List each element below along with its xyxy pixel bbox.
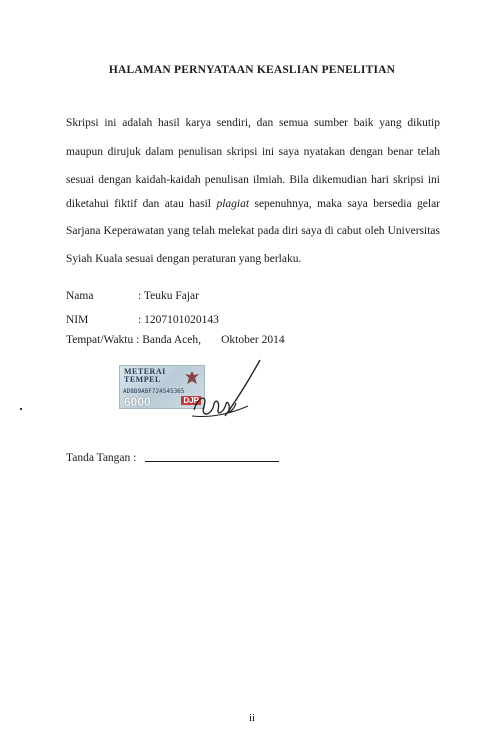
nim-label: NIM bbox=[66, 314, 89, 326]
field-tempat-waktu: Tempat/Waktu : Banda Aceh, Oktober 2014 bbox=[66, 334, 285, 346]
paragraph-line-4 bbox=[66, 197, 440, 211]
stamp-title-line-2: TEMPEL bbox=[124, 375, 161, 384]
paragraph-line-2: maupun dirujuk dalam penulisan skripsi ini saya nyatakan dengan benar telah bbox=[66, 146, 440, 158]
nama-label: Nama bbox=[66, 290, 94, 302]
paragraph-line-5: Sarjana Keperawatan yang telah melekat pada diri saya di cabut oleh Universitas bbox=[66, 225, 440, 237]
page-title: HALAMAN PERNYATAAN KEASLIAN PENELITIAN bbox=[108, 64, 396, 76]
stamp-title-line-1: METERAI bbox=[124, 367, 166, 376]
plagiat-word: plagiat bbox=[216, 198, 250, 210]
nim-value: : 1207101020143 bbox=[138, 314, 219, 326]
paragraph-line-4-start: diketahui fiktif dan atau hasil bbox=[66, 198, 217, 210]
stamp-serial: AD8B9ABF724545365 bbox=[123, 388, 185, 395]
stamp-djp-badge: DJP bbox=[183, 396, 199, 405]
nama-value: : Teuku Fajar bbox=[138, 290, 199, 302]
signature-line bbox=[145, 461, 279, 462]
paragraph-line-6: Syiah Kuala sesuai dengan peraturan yang berlaku. bbox=[66, 253, 302, 265]
page-number: ii bbox=[248, 712, 256, 724]
stamp-value: 6000 bbox=[124, 395, 151, 409]
paragraph-line-4-end: sepenuhnya, maka saya bersedia gelar bbox=[249, 198, 440, 210]
stamp-title bbox=[124, 368, 166, 384]
paragraph-line-3: sesuai dengan kaidah-kaidah penulisan ilmiah. Bila dikemudian hari skripsi ini bbox=[66, 174, 440, 186]
signature-label: Tanda Tangan : bbox=[66, 452, 137, 464]
scan-speck bbox=[20, 408, 22, 410]
paragraph-line-1: Skripsi ini adalah hasil karya sendiri, dan semua sumber baik yang dikutip bbox=[66, 117, 440, 129]
handwritten-signature bbox=[190, 358, 270, 428]
field-nim bbox=[66, 313, 219, 327]
field-nama bbox=[66, 289, 199, 303]
